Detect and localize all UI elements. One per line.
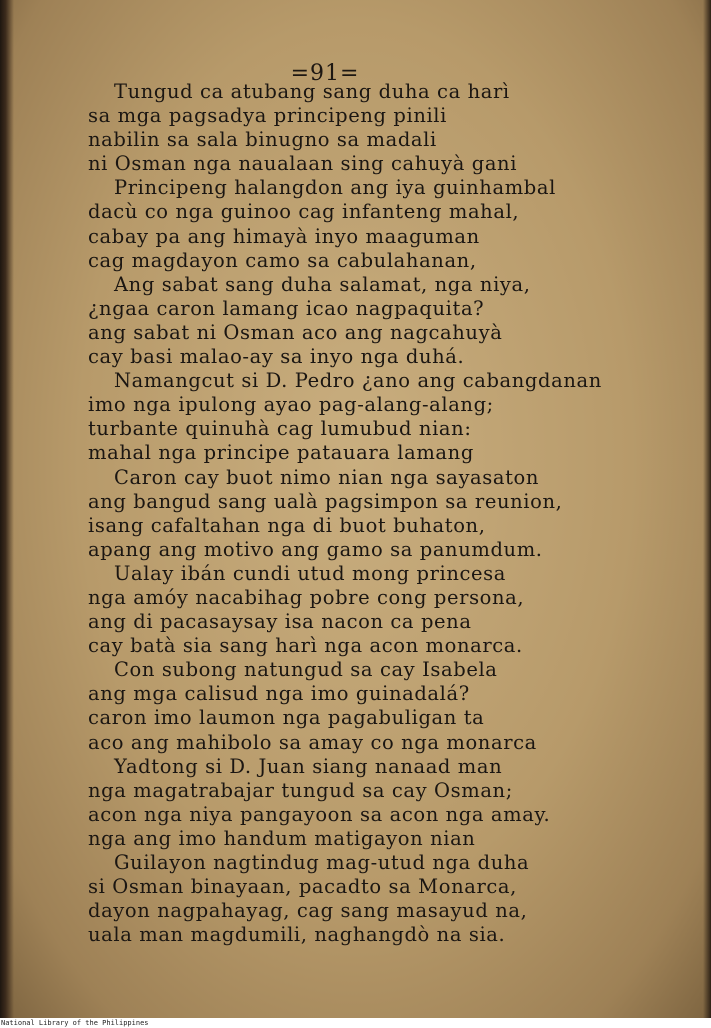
- text-line: ang di pacasaysay isa nacon ca pena: [88, 610, 472, 634]
- page-number: =91=: [290, 61, 360, 86]
- text-line: dacù co nga guinoo cag infanteng mahal,: [88, 200, 520, 224]
- text-line: acon nga niya pangayoon sa acon nga amay.: [88, 802, 551, 826]
- poem-text: [88, 80, 602, 947]
- page-edge-right: [703, 0, 711, 1018]
- text-line: cay basi malao-ay sa inyo nga duhá.: [88, 345, 465, 369]
- text-line: apang ang motivo ang gamo sa panumdum.: [88, 537, 543, 561]
- text-line: si Osman binayaan, pacadto sa Monarca,: [88, 875, 517, 899]
- text-line: Yadtong si D. Juan siang nanaad man: [114, 754, 503, 778]
- text-line: Ang sabat sang duha salamat, nga niya,: [114, 272, 531, 296]
- text-line: nga magatrabajar tungud sa cay Osman;: [88, 778, 513, 802]
- text-line: cay batà sia sang harì nga acon monarca.: [88, 634, 523, 658]
- text-line: cag magdayon camo sa cabulahanan,: [88, 248, 477, 272]
- text-line: ang sabat ni Osman aco ang nagcahuyà: [88, 320, 503, 344]
- text-line: isang cafaltahan nga di buot buhaton,: [88, 513, 486, 537]
- text-line: ni Osman nga naualaan sing cahuyà gani: [88, 152, 518, 176]
- text-line: uala man magdumili, naghangdò na sia.: [88, 923, 506, 947]
- text-line: nga amóy nacabihag pobre cong persona,: [88, 585, 525, 609]
- text-line: turbante quinuhà cag lumubud nian:: [88, 417, 472, 441]
- text-line: ang bangud sang ualà pagsimpon sa reunion,: [88, 489, 563, 513]
- library-credit: National Library of the Philippines: [0, 1018, 711, 1028]
- text-line: dayon nagpahayag, cag sang masayud na,: [88, 899, 528, 923]
- text-line: imo nga ipulong ayao pag-alang-alang;: [88, 393, 494, 417]
- text-line: mahal nga principe patauara lamang: [88, 441, 474, 465]
- text-line: nga ang imo handum matigayon nian: [88, 826, 476, 850]
- text-line: Caron cay buot nimo nian nga sayasaton: [114, 465, 540, 489]
- text-line: Guilayon nagtindug mag-utud nga duha: [114, 851, 530, 874]
- text-line: ang mga calisud nga imo guinadalá?: [88, 682, 470, 706]
- text-line: ¿ngaa caron lamang icao nagpaquita?: [88, 296, 485, 320]
- text-line: aco ang mahibolo sa amay co nga monarca: [88, 730, 537, 754]
- binding-edge-left: [0, 0, 14, 1018]
- text-line: nabilin sa sala binugno sa madali: [88, 128, 437, 152]
- text-line: Tungud ca atubang sang duha ca harì: [114, 80, 510, 103]
- text-line: Ualay ibán cundi utud mong princesa: [114, 561, 506, 585]
- text-line: cabay pa ang himayà inyo maaguman: [88, 224, 480, 248]
- text-line: caron imo laumon nga pagabuligan ta: [88, 706, 485, 730]
- text-line: Con subong natungud sa cay Isabela: [114, 658, 498, 682]
- text-line: sa mga pagsadya principeng pinili: [88, 104, 447, 128]
- text-line: Principeng halangdon ang iya guinhambal: [114, 176, 556, 200]
- text-line: Namangcut si D. Pedro ¿ano ang cabangdanan: [114, 369, 602, 393]
